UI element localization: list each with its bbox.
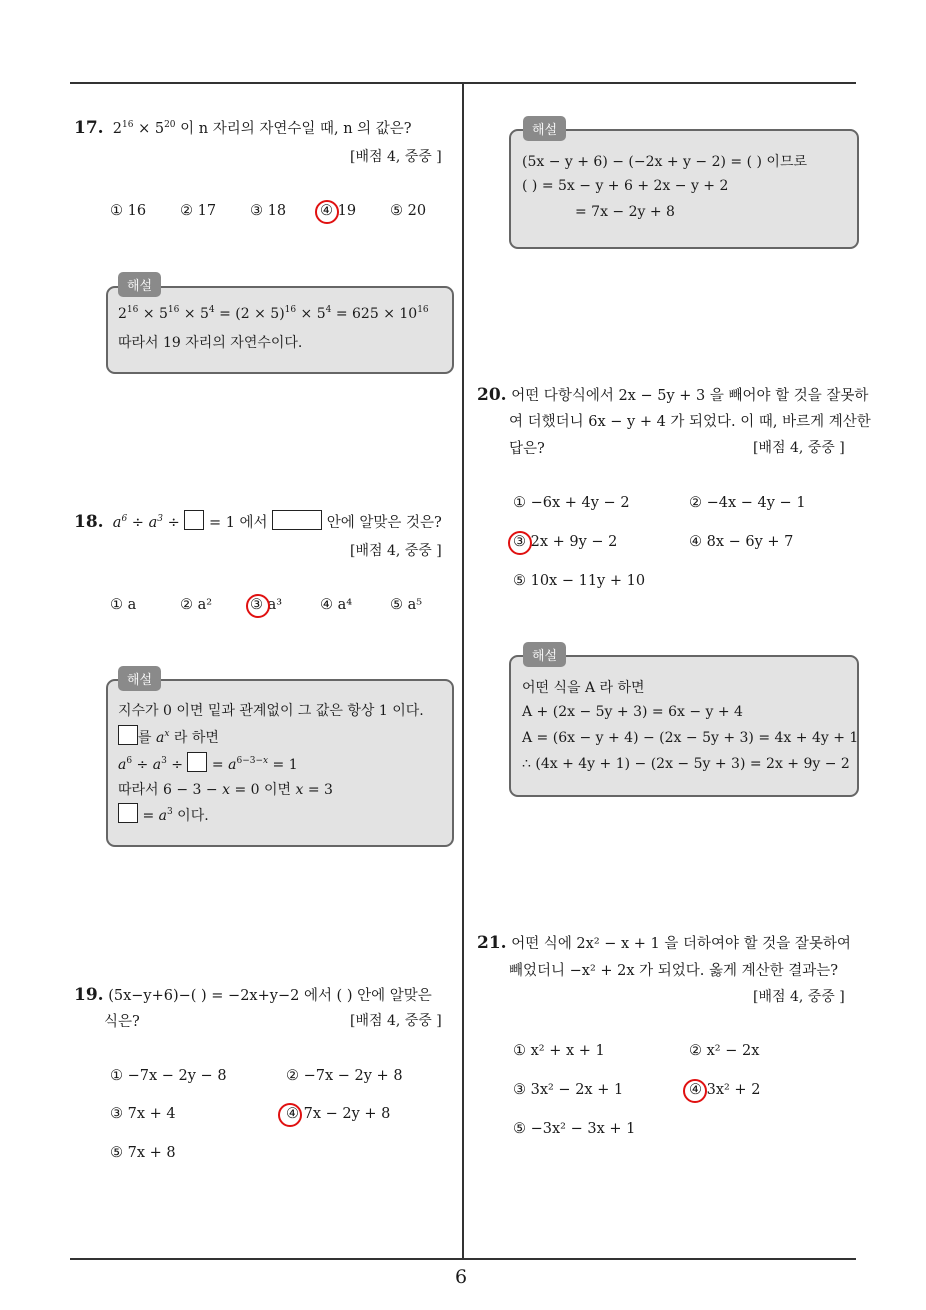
question-number: 19.: [74, 985, 104, 1005]
question-meta: [배점 4, 중중 ]: [350, 149, 442, 165]
question-line-2: 빼었더니 −x² + 2x 가 되었다. 옳게 계산한 결과는?: [509, 963, 839, 979]
option-3[interactable]: ③ a³: [250, 597, 283, 613]
solution-line-4: ∴ (4x + 4y + 1) − (2x − 5y + 3) = 2x + 9y − 2: [522, 756, 850, 772]
option-4[interactable]: ④ 19: [320, 203, 357, 219]
question-21: [477, 932, 851, 953]
question-number: 21.: [477, 933, 507, 953]
solution-line-2: A + (2x − 5y + 3) = 6x − y + 4: [522, 704, 743, 720]
question-expression: $a^6$: [108, 514, 128, 531]
question-17: [74, 117, 412, 138]
question-expression: $2^{16} \times 5^{20}$: [108, 120, 176, 137]
column-divider: [462, 83, 464, 1259]
question-number: 18.: [74, 512, 104, 532]
question-20: [477, 384, 868, 405]
question-meta: [배점 4, 중중 ]: [350, 543, 442, 559]
solution-line-1: 지수가 0 이면 밑과 관계없이 그 값은 항상 1 이다.: [118, 703, 424, 719]
solution-line-1: (5x − y + 6) − (−2x + y − 2) = ( ) 이므로: [522, 154, 807, 170]
option-5[interactable]: ⑤ 7x + 8: [110, 1145, 176, 1161]
option-2[interactable]: ② a²: [180, 597, 213, 613]
option-4[interactable]: ④ a⁴: [320, 597, 353, 613]
option-1[interactable]: ① −7x − 2y − 8: [110, 1068, 227, 1084]
option-4[interactable]: ④ 8x − 6y + 7: [689, 534, 794, 550]
question-text: 이 n 자리의 자연수일 때, n 의 값은?: [180, 121, 412, 137]
option-5[interactable]: ⑤ −3x² − 3x + 1: [513, 1121, 636, 1137]
question-number: 20.: [477, 385, 507, 405]
solution-line-2: ( ) = 5x − y + 6 + 2x − y + 2: [522, 178, 729, 194]
solution-label: 해설: [118, 272, 161, 297]
solution-line-1: 어떤 식을 A 라 하면: [522, 680, 645, 696]
question-text-end: 안에 알맞은 것은?: [326, 515, 442, 531]
solution-line-3: = 7x − 2y + 8: [575, 204, 675, 220]
option-1[interactable]: ① x² + x + 1: [513, 1043, 605, 1059]
blank-box: [118, 725, 138, 745]
option-4[interactable]: ④ 3x² + 2: [689, 1082, 761, 1098]
solution-label: 해설: [118, 666, 161, 691]
solution-line-3: A = (6x − y + 4) − (2x − 5y + 3) = 4x + 4y + 1: [522, 730, 859, 746]
blank-box: [184, 510, 204, 530]
question-line-1: 어떤 식에 2x² − x + 1 을 더하여야 할 것을 잘못하여: [511, 936, 851, 952]
selected-answer-mark: [246, 594, 270, 618]
option-4[interactable]: ④ 7x − 2y + 8: [286, 1106, 391, 1122]
question-18: 18. $a^6 \div a^3$ ÷ = 1 에서 안에 알맞은 것은?: [74, 512, 442, 532]
solution-line-4: 따라서 6 − 3 − x = 0 이면 x = 3: [118, 782, 333, 798]
solution-line-5: = $a^3$ 이다.: [118, 803, 209, 825]
solution-label: 해설: [523, 642, 566, 667]
option-3[interactable]: ③ 2x + 9y − 2: [513, 534, 618, 550]
option-2[interactable]: ② x² − 2x: [689, 1043, 760, 1059]
question-meta: [배점 4, 중중 ]: [753, 989, 845, 1005]
blank-box-wide: [272, 510, 322, 530]
option-3[interactable]: ③ 3x² − 2x + 1: [513, 1082, 624, 1098]
option-1[interactable]: ① 16: [110, 203, 147, 219]
question-meta: [배점 4, 중중 ]: [753, 440, 845, 456]
question-text: (5x−y+6)−( ) = −2x+y−2 에서 ( ) 안에 알맞은: [108, 988, 432, 1004]
solution-line-2: 를 $a^x$ 라 하면: [118, 725, 219, 747]
selected-answer-mark: [508, 531, 532, 555]
option-1[interactable]: ① −6x + 4y − 2: [513, 495, 630, 511]
option-2[interactable]: ② 17: [180, 203, 217, 219]
blank-box: [118, 803, 138, 823]
option-1[interactable]: ① a: [110, 597, 137, 613]
bottom-rule: [70, 1258, 856, 1260]
blank-box: [187, 752, 207, 772]
question-text-mid: = 1 에서: [208, 515, 268, 531]
option-5[interactable]: ⑤ 10x − 11y + 10: [513, 573, 646, 589]
option-3[interactable]: ③ 7x + 4: [110, 1106, 176, 1122]
option-2[interactable]: ② −7x − 2y + 8: [286, 1068, 403, 1084]
question-number: 17.: [74, 118, 104, 138]
question-meta: [배점 4, 중중 ]: [350, 1013, 442, 1029]
page-number: 6: [455, 1266, 468, 1288]
question-line-3: 답은?: [509, 441, 545, 457]
question-19: [74, 984, 432, 1005]
selected-answer-mark: [315, 200, 339, 224]
solution-label: 해설: [523, 116, 566, 141]
selected-answer-mark: [278, 1103, 302, 1127]
solution-box: [106, 286, 454, 374]
solution-line-3: $a^6 \div a^3$ ÷ = $a^{6-3-x} = 1$: [118, 752, 298, 773]
option-3[interactable]: ③ 18: [250, 203, 287, 219]
option-5[interactable]: ⑤ 20: [390, 203, 427, 219]
solution-line-2: 따라서 19 자리의 자연수이다.: [118, 335, 303, 351]
question-line-1: 어떤 다항식에서 2x − 5y + 3 을 빼어야 할 것을 잘못하: [511, 388, 869, 404]
solution-line-1: $2^{16} \times 5^{16} \times 5^4 = (2 \times 5)^{16} \times 5^4 = 625 \times 10^{16}$: [118, 305, 429, 322]
question-line-2: 여 더했더니 6x − y + 4 가 되었다. 이 때, 바르게 계산한: [509, 414, 871, 430]
option-5[interactable]: ⑤ a⁵: [390, 597, 423, 613]
question-text-line-2: 식은?: [104, 1014, 140, 1030]
option-2[interactable]: ② −4x − 4y − 1: [689, 495, 806, 511]
selected-answer-mark: [683, 1079, 707, 1103]
